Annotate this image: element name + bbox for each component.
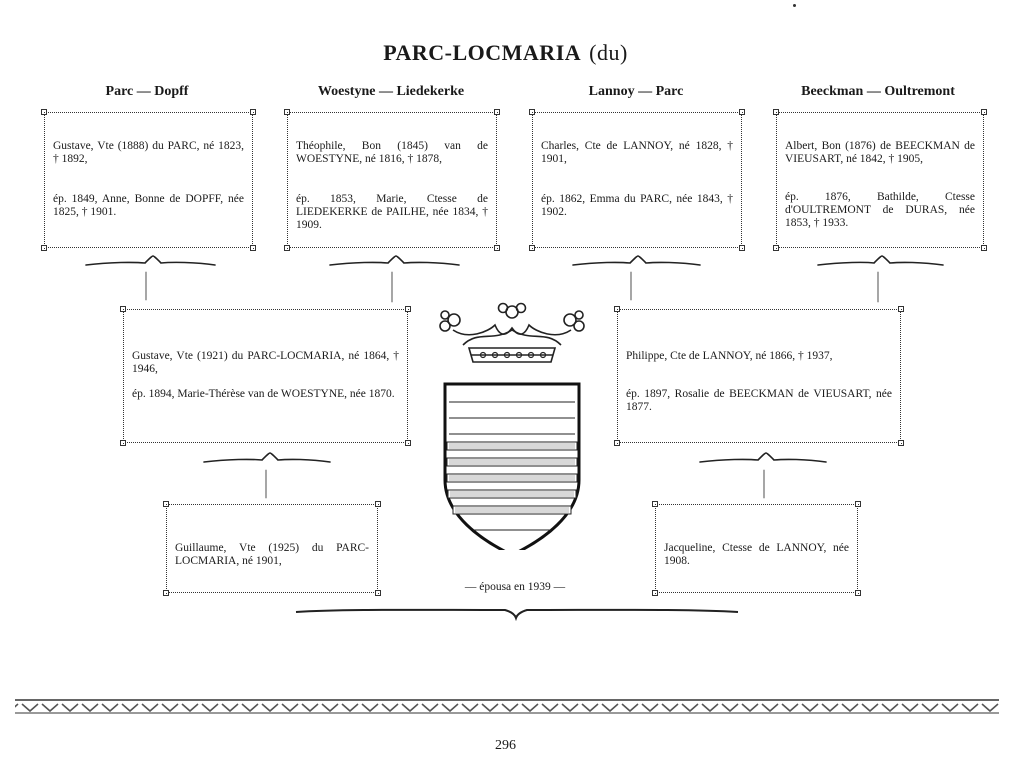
spouse-text: ép. 1897, Rosalie de BEECKMAN de VIEUSART, née 1877. <box>626 388 892 413</box>
person-text: Théophile, Bon (1845) van de WOESTYNE, né 1816, † 1878, <box>296 140 488 165</box>
person-text: Albert, Bon (1876) de BEECKMAN de VIEUSART, né 1842, † 1905, <box>785 140 975 165</box>
title-suffix: (du) <box>589 40 628 65</box>
column-header-1: Parc — Dopff <box>105 84 189 99</box>
person-text: Charles, Cte de LANNOY, né 1828, † 1901, <box>541 140 733 165</box>
spouse-text: ép. 1894, Marie-Thérèse van de WOESTYNE, née 1870. <box>132 388 395 400</box>
marriage-caption: — épousa en 1939 — <box>464 581 566 593</box>
person-text: Gustave, Vte (1888) du PARC, né 1823, † 1892, <box>53 140 244 165</box>
person-text: Gustave, Vte (1921) du PARC-LOCMARIA, né 1864, † 1946, <box>132 350 399 375</box>
column-header-3: Lannoy — Parc <box>588 84 684 99</box>
column-header-4: Beeckman — Oultremont <box>801 84 955 99</box>
coat-of-arms-icon <box>433 300 593 550</box>
spouse-text: ép. 1876, Bathilde, Ctesse d'OULTREMONT de DURAS, née 1853, † 1933. <box>785 191 975 229</box>
spouse-text: ép. 1849, Anne, Bonne de DOPFF, née 1825, † 1901. <box>53 193 244 218</box>
spouse-text: ép. 1853, Marie, Ctesse de LIEDEKERKE de PAILHE, née 1834, † 1909. <box>296 193 488 231</box>
spouse-text: ép. 1862, Emma du PARC, née 1843, † 1902. <box>541 193 733 218</box>
column-header-2: Woestyne — Liedekerke <box>317 84 465 99</box>
page-number: 296 <box>495 738 516 753</box>
person-text: Philippe, Cte de LANNOY, né 1866, † 1937, <box>626 350 833 362</box>
person-text: Jacqueline, Ctesse de LANNOY, née 1908. <box>664 542 849 567</box>
title-main: PARC-LOCMARIA <box>383 40 582 65</box>
decorative-border <box>0 697 1011 717</box>
person-text: Guillaume, Vte (1925) du PARC-LOCMARIA, né 1901, <box>175 542 369 567</box>
